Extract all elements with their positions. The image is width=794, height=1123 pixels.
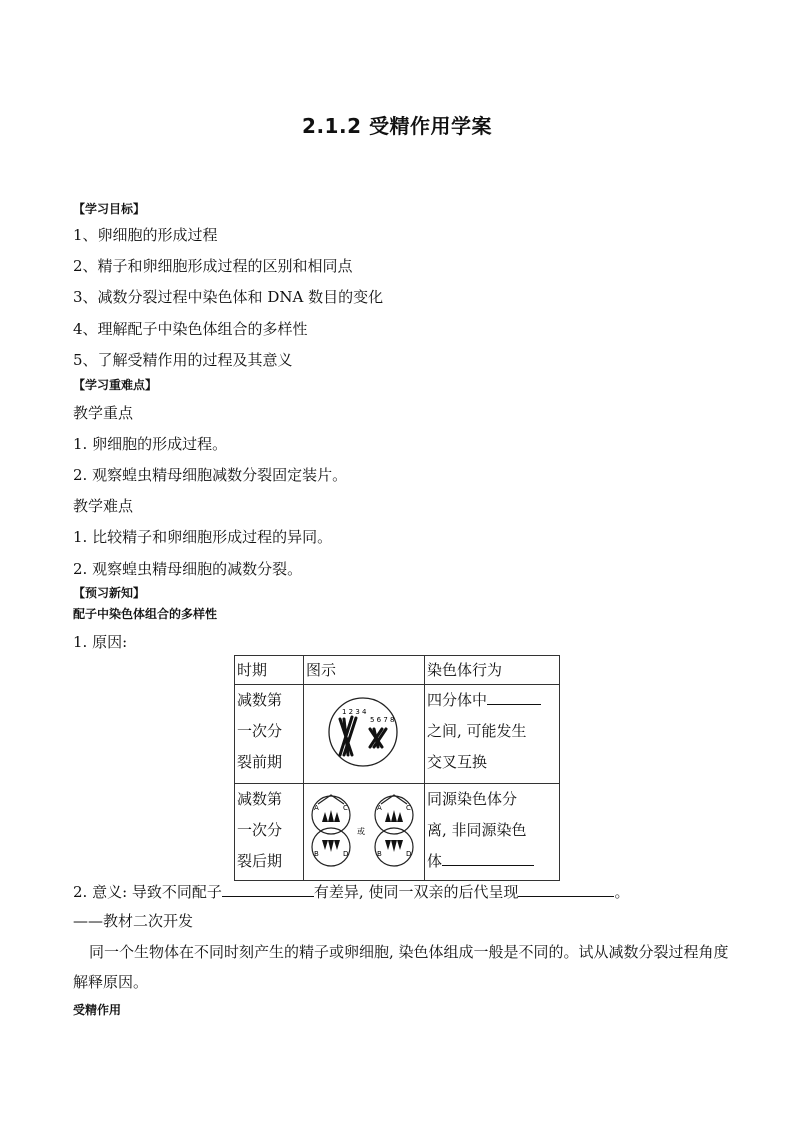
- preview-header: 【预习新知】: [73, 586, 146, 600]
- objective-item: 1、卵细胞的形成过程: [73, 226, 218, 244]
- chromosome-label: 1 2 3 4: [342, 708, 367, 716]
- objective-item: 5、了解受精作用的过程及其意义: [73, 351, 293, 369]
- focus-label: 教学重点: [73, 404, 134, 422]
- focus-item: 2. 观察蝗虫精母细胞减数分裂固定装片。: [73, 466, 348, 484]
- header-cell: 染色体行为: [425, 656, 560, 685]
- or-label: 或: [357, 827, 365, 836]
- anaphase-diagram: [304, 784, 424, 876]
- objective-item: 2、精子和卵细胞形成过程的区别和相同点: [73, 257, 353, 275]
- pole-label: C: [343, 804, 348, 812]
- meaning-line: 2. 意义: 导致不同配子 有差异, 使同一双亲的后代呈现 。: [73, 880, 629, 902]
- reason-label: 1. 原因:: [73, 633, 128, 651]
- textbook-development-label: ——教材二次开发: [73, 912, 194, 930]
- pole-label: C: [406, 804, 411, 812]
- focus-item: 1. 卵细胞的形成过程。: [73, 435, 228, 453]
- difficulty-item: 2. 观察蝗虫精母细胞的减数分裂。: [73, 560, 303, 578]
- header-cell: 图示: [304, 656, 425, 685]
- figure-cell: [304, 784, 425, 881]
- pole-label: A: [314, 804, 319, 812]
- keypoints-header: 【学习重难点】: [73, 378, 158, 392]
- page-title: 2.1.2 受精作用学案: [302, 114, 492, 138]
- period-cell: 减数第 一次分 裂后期: [235, 784, 304, 881]
- pole-label: A: [377, 804, 382, 812]
- table-row: [235, 784, 560, 881]
- objectives-header: 【学习目标】: [73, 202, 146, 216]
- objective-item: 4、理解配子中染色体组合的多样性: [73, 320, 308, 338]
- fill-blank[interactable]: [222, 880, 314, 897]
- question-paragraph: 同一个生物体在不同时刻产生的精子或卵细胞, 染色体组成一般是不同的。试从减数分裂过程角度解释原因。: [73, 943, 729, 991]
- chromosome-behavior-table: [234, 655, 560, 881]
- behavior-cell: 同源染色体分 离, 非同源染色 体: [425, 784, 560, 881]
- fill-blank[interactable]: [518, 880, 614, 897]
- prophase-diagram: [304, 685, 424, 779]
- figure-cell: [304, 685, 425, 784]
- difficulty-label: 教学难点: [73, 497, 134, 515]
- pole-label: B: [314, 850, 319, 858]
- pole-label: D: [406, 850, 412, 858]
- behavior-cell: 四分体中 之间, 可能发生 交叉互换: [425, 685, 560, 784]
- difficulty-item: 1. 比较精子和卵细胞形成过程的异同。: [73, 528, 333, 546]
- table-header-row: [235, 656, 560, 685]
- objective-item: 3、减数分裂过程中染色体和 DNA 数目的变化: [73, 288, 384, 306]
- diversity-title: 配子中染色体组合的多样性: [73, 607, 218, 621]
- pole-label: D: [343, 850, 349, 858]
- header-cell: 时期: [235, 656, 304, 685]
- fertilization-header: 受精作用: [73, 1003, 122, 1017]
- period-cell: 减数第 一次分 裂前期: [235, 685, 304, 784]
- chromosome-label: 5 6 7 8: [370, 716, 395, 724]
- table-row: [235, 685, 560, 784]
- pole-label: B: [377, 850, 382, 858]
